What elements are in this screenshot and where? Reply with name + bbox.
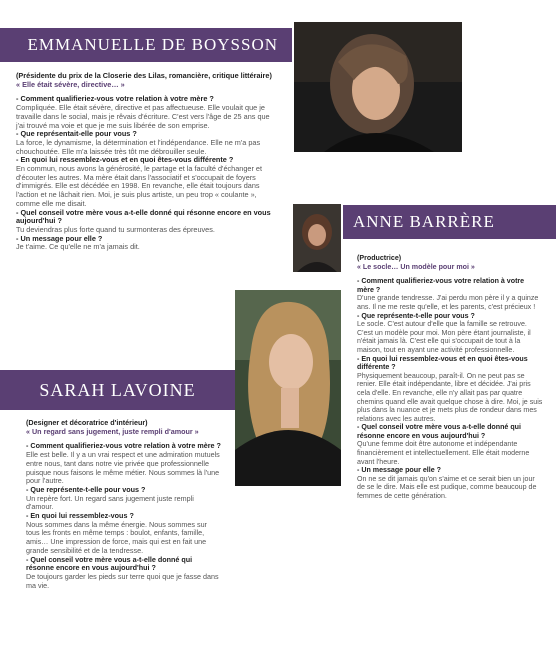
answer: Un repère fort. Un regard sans jugement juste rempli d'amour.	[26, 493, 194, 512]
name-banner-emmanuelle	[0, 28, 292, 62]
answer: On ne se dit jamais qu'on s'aime et ce serait bien un jour de se le dire. Mais elle est pudique, comme beaucoup de femmes de cette génération.	[357, 474, 537, 501]
question: - Quel conseil votre mère vous a-t-elle donné qui résonne encore en vous aujourd'hui ?	[16, 207, 271, 226]
name-sarah: SARAH LAVOINE	[39, 379, 196, 400]
question: - Que représente-t-elle pour vous ?	[26, 484, 146, 494]
answer: De toujours garder les pieds sur terre quoi que je fasse dans ma vie.	[26, 571, 219, 590]
role-emmanuelle: (Présidente du prix de la Closerie des Lilas, romancière, critique littéraire)	[16, 71, 272, 80]
profile-sarah-text	[26, 419, 222, 590]
question: - Quel conseil votre mère vous a-t-elle donné qui résonne encore en vous aujourd'hui ?	[26, 554, 193, 573]
question: - Comment qualifieriez-vous votre relation à votre mère ?	[357, 277, 525, 294]
question: - Un message pour elle ?	[16, 233, 103, 243]
portrait-sarah-photo	[235, 290, 341, 486]
answer: Le socle. C'est autour d'elle que la famille se retrouve. C'est un modèle pour moi. Mon père étant journaliste, il n'était jamais là. C'est elle qui s'occupait de tout à la maison, tout en ayant une activité professionnelle.	[357, 320, 531, 354]
answer: Je t'aime. Ce qu'elle ne m'a jamais dit.	[16, 242, 140, 252]
role-anne: (Productrice)	[357, 254, 402, 262]
answer: La force, le dynamisme, la détermination et l'indépendance. Elle ne m'a pas chouchoutée. Elle m'a laissée très tôt me débrouiller seule.	[16, 137, 261, 156]
portrait-anne-photo	[293, 204, 341, 272]
profile-anne-text	[357, 254, 543, 501]
question: - Comment qualifieriez-vous votre relation à votre mère ?	[26, 441, 221, 451]
quote-sarah: « Un regard sans jugement, juste rempli d'amour »	[26, 426, 199, 436]
answer: Qu'une femme doit être autonome et indépendante financièrement et intellectuellement. Elle était moderne avant l'heure.	[357, 440, 530, 466]
answer: Physiquement beaucoup, paraît-il. On ne peut pas se renier. Elle était indépendante, libre et décidée. J'ai pris cela d'elle. En revanche, elle n'y allait pas par quatre chemins quand elle avait quelque chose à dire. Moi, je suis plus dans la nuance et je mets plus de rondeur dans mes relations avec les autres.	[357, 371, 543, 423]
quote-anne: « Le socle… Un modèle pour moi »	[357, 262, 475, 271]
question: - Quel conseil votre mère vous a-t-elle donné qui résonne encore en vous aujourd'hui ?	[357, 423, 521, 440]
question: - Comment qualifieriez-vous votre relation à votre mère ?	[16, 94, 214, 104]
quote-emmanuelle: « Elle était sévère, directive… »	[16, 79, 125, 89]
question: - En quoi lui ressemblez-vous ?	[26, 511, 134, 521]
portrait-emmanuelle-photo	[294, 22, 462, 152]
role-sarah: (Designer et décoratrice d'intérieur)	[26, 418, 148, 427]
profile-emmanuelle-text	[16, 72, 278, 252]
question: - En quoi lui ressemblez-vous et en quoi êtes-vous différente ?	[16, 155, 234, 165]
answer: Nous sommes dans la même énergie. Nous sommes sur tous les fronts en même temps : boulot, enfants, famille, amis… Une impression de force, mais qui est en fait une grande sensibilité et de la tendresse.	[26, 519, 207, 555]
question: - Que représentait-elle pour vous ?	[16, 129, 137, 139]
answer: Tu deviendras plus forte quand tu surmonteras des épreuves.	[16, 224, 215, 234]
answer: Compliquée. Elle était sévère, directive et pas affectueuse. Elle voulait que je travaille dans le social, mais je rêvais d'écriture. C'est vers l'âge de 25 ans que j'ai trouvé ma voie et que je me suis libérée de son emprise.	[16, 103, 270, 130]
question: - En quoi lui ressemblez-vous et en quoi êtes-vous différente ?	[357, 354, 528, 372]
name-emmanuelle: EMMANUELLE DE BOYSSON	[27, 35, 278, 54]
question: - Un message pour elle ?	[357, 466, 441, 475]
answer: En commun, nous avons la générosité, le partage et la faculté d'échanger et d'écouter les autres. Ma mère était dans l'associatif et s'occupait de foyers d'immigrés. Elle est décédée en 1998. En revanche, elle était toujours dans l'action et ne lâchait rien. Moi, je suis plus artiste, un peu trop « coulante », comme elle me disait.	[16, 164, 262, 208]
question: - Que représente-t-elle pour vous ?	[357, 311, 475, 320]
name-anne: ANNE BARRÈRE	[353, 212, 495, 231]
name-banner-sarah	[0, 370, 235, 410]
answer: Elle est belle. Il y a un vrai respect et une admiration mutuels entre nous, tant dans notre vie privée que professionnelle puisque nous faisons le même métier. Nous sommes là l'une pour l'autre.	[26, 450, 220, 486]
name-banner-anne	[343, 205, 556, 239]
answer: D'une grande tendresse. J'ai perdu mon père il y a quinze ans. Il ne me reste qu'elle, et les parents, c'est précieux !	[357, 294, 539, 311]
